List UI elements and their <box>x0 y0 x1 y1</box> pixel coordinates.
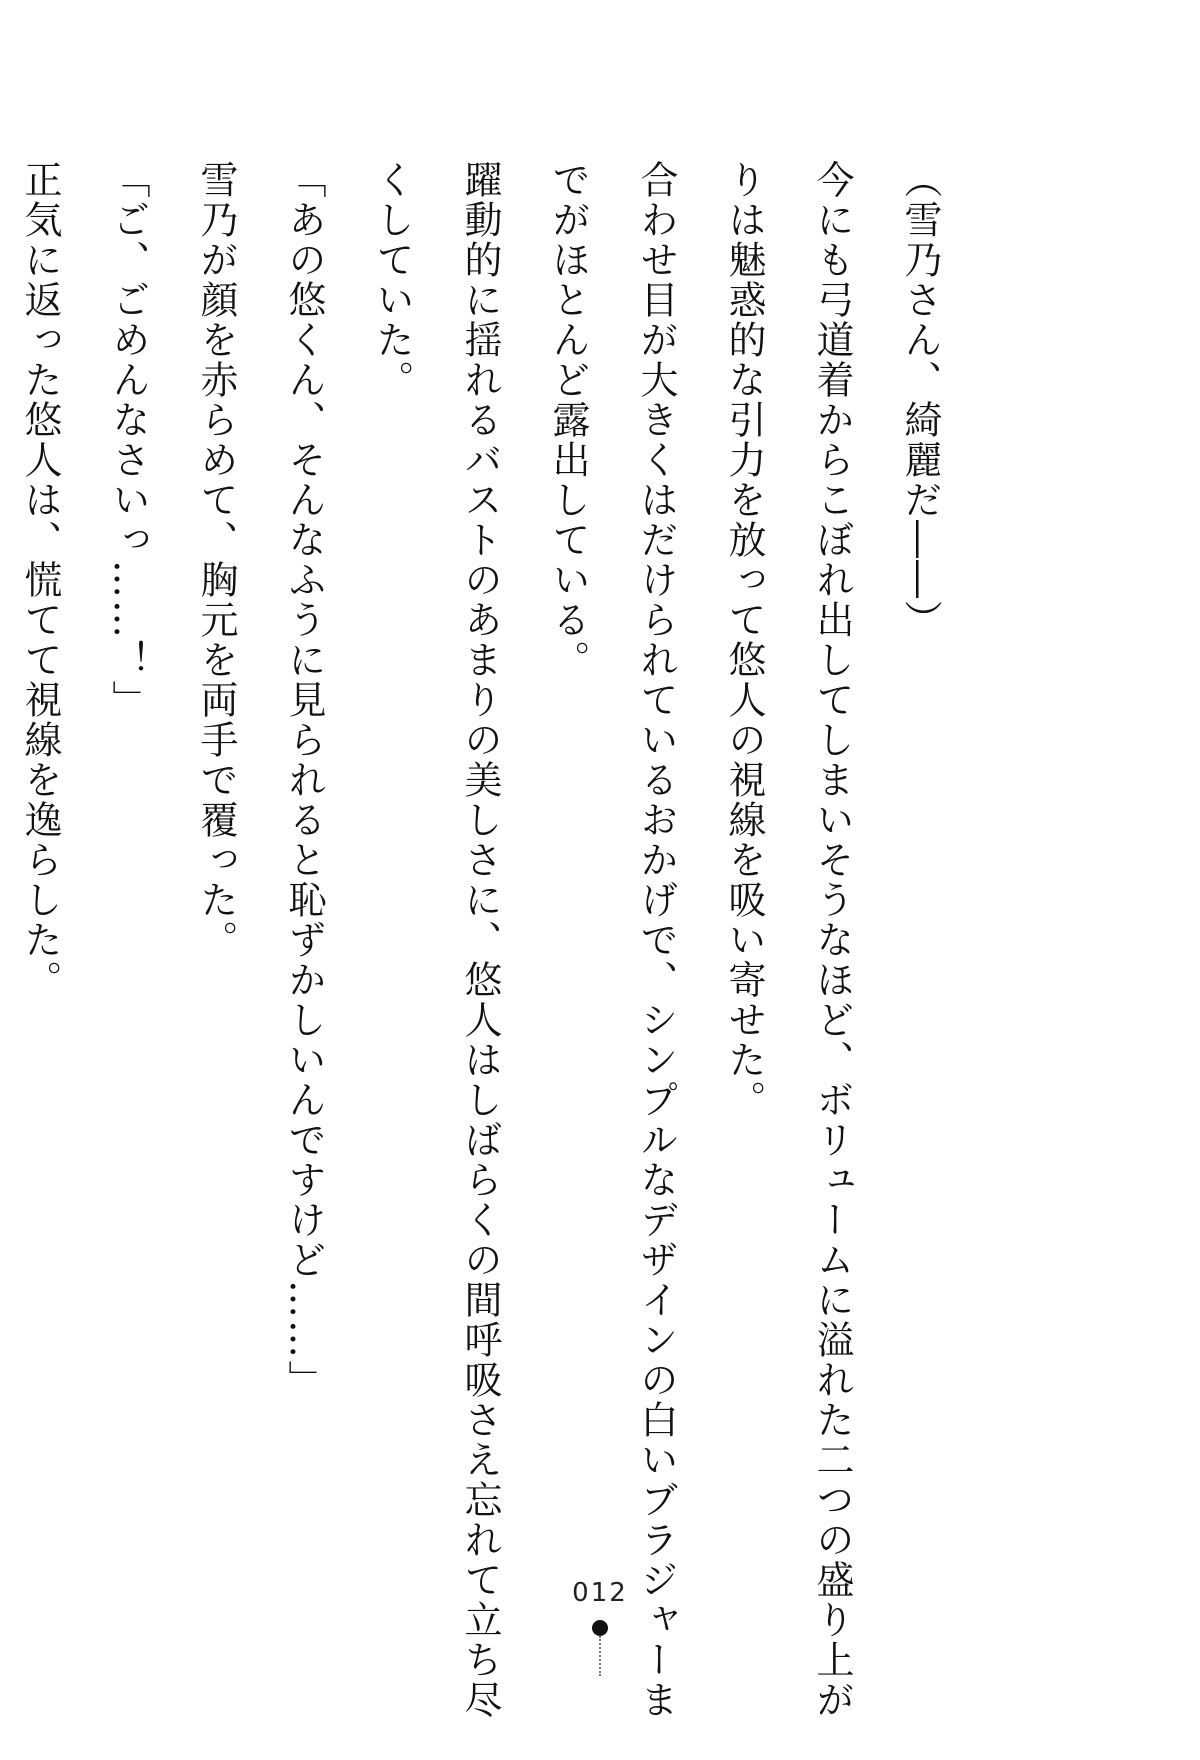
text-line-3: りは魅惑的な引力を放って悠人の視線を吸い寄せた。 <box>722 160 766 1120</box>
page-number: 012 <box>572 1578 628 1608</box>
page-marker-line <box>599 1636 601 1676</box>
text-line-9: 雪乃が顔を赤らめて、胸元を両手で覆った。 <box>194 160 238 960</box>
page-marker-dot <box>592 1620 608 1636</box>
text-line-8: 「あの悠くん、そんなふうに見られると恥ずかしいんですけど……」 <box>282 160 326 1400</box>
text-line-11: 正気に返った悠人は、慌てて視線を逸らした。 <box>18 160 62 1000</box>
text-line-10: 「ご、ごめんなさいっ……！」 <box>106 160 150 720</box>
text-line-2: 今にも弓道着からこぼれ出してしまいそうなほど、ボリュームに溢れた二つの盛り上が <box>810 160 854 1720</box>
text-line-7: くしていた。 <box>370 160 414 400</box>
text-line-6: 躍動的に揺れるバストのあまりの美しさに、悠人はしばらくの間呼吸さえ忘れて立ち尽 <box>458 160 502 1720</box>
text-line-4: 合わせ目が大きくはだけられているおかげで、シンプルなデザインの白いブラジャーま <box>634 160 678 1720</box>
text-line-1: （雪乃さん、綺麗だ――） <box>898 160 942 640</box>
text-line-5: でがほとんど露出している。 <box>546 160 590 680</box>
